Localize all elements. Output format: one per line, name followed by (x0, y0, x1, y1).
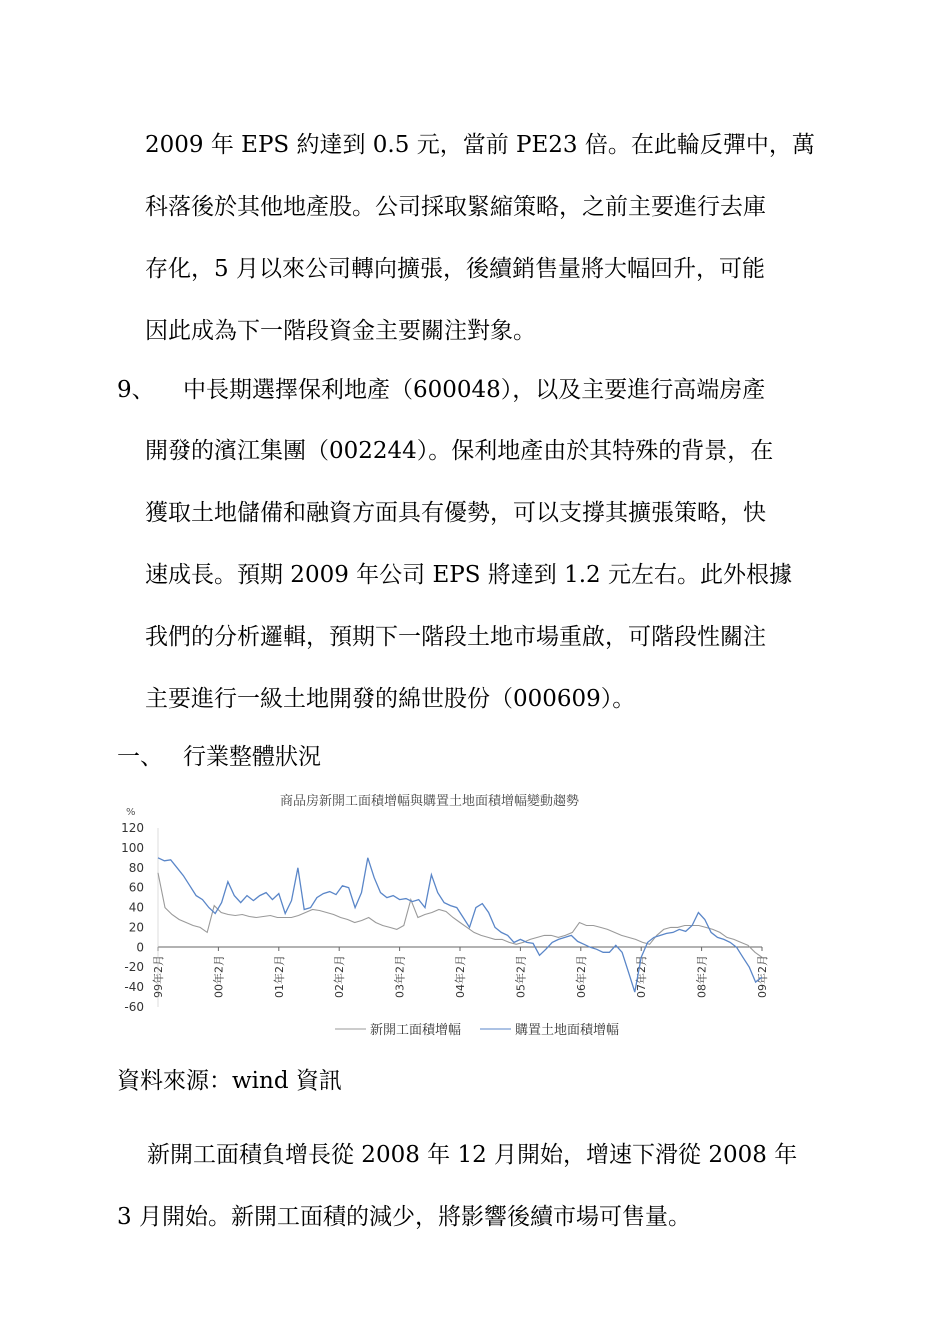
x-tick-label: 00年2月 (212, 955, 226, 998)
paragraph-line: 因此成為下一階段資金主要關注對象。 (145, 318, 536, 344)
paragraph-line: 獲取土地儲備和融資方面具有優勢，可以支撐其擴張策略，快 (145, 500, 766, 526)
y-tick-label: 80 (128, 860, 144, 875)
x-tick-label: 99年2月 (152, 955, 165, 998)
y-tick-label: -20 (124, 960, 144, 975)
legend-label-land-purchase: 購置土地面積增幅 (515, 1023, 620, 1038)
paragraph-line: 開發的濱江集團（002244）。保利地產由於其特殊的背景，在 (145, 438, 774, 464)
series-line-new-construction (158, 873, 762, 958)
paragraph-line: 3 月開始。新開工面積的減少，將影響後續市場可售量。 (117, 1204, 691, 1230)
x-tick-label: 03年2月 (393, 955, 407, 998)
x-tick-label: 09年2月 (756, 955, 769, 998)
x-tick-label: 08年2月 (695, 955, 709, 998)
x-tick-label: 04年2月 (454, 955, 467, 998)
y-axis-unit: % (126, 807, 136, 818)
section-title: 行業整體狀況 (183, 744, 321, 770)
legend (335, 1022, 619, 1038)
paragraph-line: 我們的分析邏輯，預期下一階段土地市場重啟，可階段性關注 (145, 624, 766, 650)
trend-chart (0, 800, 950, 1070)
x-tick-label: 06年2月 (574, 955, 588, 998)
y-tick-label: 120 (121, 821, 144, 835)
chart-title: 商品房新開工面積增幅與購置土地面積增幅變動趨勢 (280, 794, 580, 809)
legend-label-new-construction: 新開工面積增幅 (370, 1023, 462, 1038)
x-tick-label: 05年2月 (514, 955, 528, 998)
paragraph-line: 新開工面積負增長從 2008 年 12 月開始，增速下滑從 2008 年 (147, 1142, 798, 1168)
x-tick-label: 07年2月 (635, 955, 649, 998)
x-tick-label: 02年2月 (333, 955, 347, 998)
paragraph-line: 中長期選擇保利地產（600048），以及主要進行高端房產 (183, 377, 766, 403)
y-tick-label: 60 (128, 880, 144, 895)
paragraph-line: 2009 年 EPS 約達到 0.5 元，當前 PE23 倍。在此輪反彈中，萬 (145, 132, 815, 158)
y-tick-label: 0 (136, 940, 144, 955)
item-number: 9、 (117, 377, 155, 403)
source-note: 資料來源：wind 資訊 (117, 1068, 342, 1094)
section-number: 一、 (117, 744, 163, 770)
x-tick-label: 01年2月 (272, 955, 286, 998)
paragraph-line: 存化，5 月以來公司轉向擴張，後續銷售量將大幅回升，可能 (145, 256, 765, 282)
y-tick-label: 100 (121, 840, 144, 855)
y-tick-label: 40 (128, 900, 144, 915)
y-tick-label: -60 (124, 1000, 144, 1014)
y-tick-label: 20 (128, 920, 144, 935)
paragraph-line: 速成長。預期 2009 年公司 EPS 將達到 1.2 元左右。此外根據 (145, 562, 792, 588)
y-tick-label: -40 (124, 980, 144, 995)
paragraph-line: 主要進行一級土地開發的綿世股份（000609）。 (145, 686, 636, 712)
paragraph-line: 科落後於其他地產股。公司採取緊縮策略，之前主要進行去庫 (145, 194, 766, 220)
